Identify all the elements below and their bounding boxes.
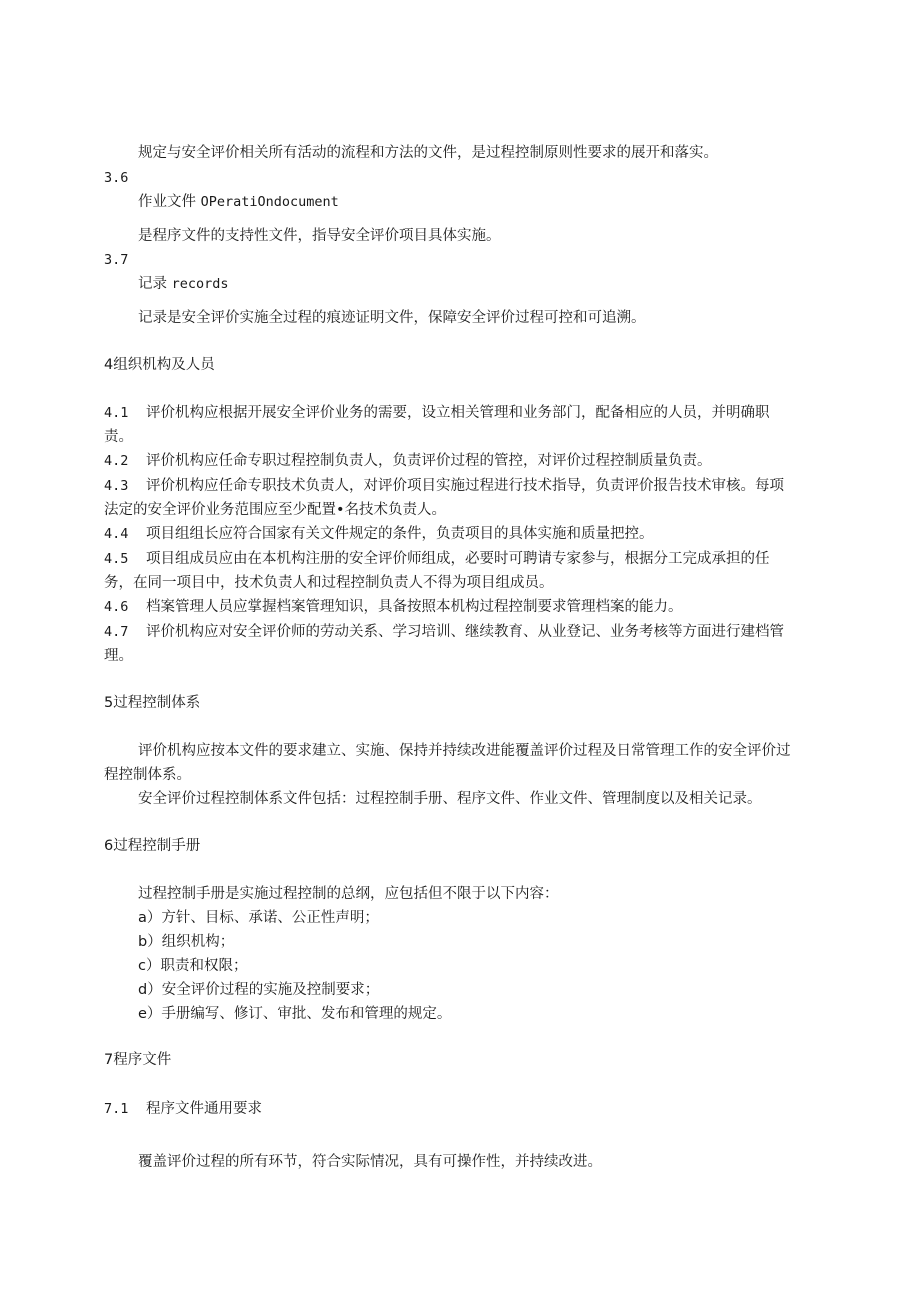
section-5-heading: 5过程控制体系 — [104, 695, 201, 711]
clause-4-3-line-2: 法定的安全评价业务范围应至少配置•名技术负责人。 — [104, 502, 447, 518]
clause-text: 评价机构应任命专职过程控制负责人，负责评价过程的管控，对评价过程控制质量负责。 — [146, 453, 712, 469]
term-3-6 — [138, 192, 339, 212]
clause-4-4 — [104, 524, 654, 544]
list-item-e: e）手册编写、修订、审批、发布和管理的规定。 — [138, 1006, 452, 1022]
clause-4-1-line-1 — [104, 403, 770, 423]
clause-number: 4.2 — [104, 453, 129, 469]
clause-4-2 — [104, 451, 712, 471]
clause-text: 评价机构应任命专职技术负责人，对评价项目实施过程进行技术指导，负责评价报告技术审核。每项 — [146, 478, 784, 494]
paragraph-3-5-definition: 规定与安全评价相关所有活动的流程和方法的文件，是过程控制原则性要求的展开和落实。 — [138, 145, 718, 161]
section-6-intro: 过程控制手册是实施过程控制的总纲，应包括但不限于以下内容： — [138, 886, 559, 902]
section-5-paragraph-2: 安全评价过程控制体系文件包括：过程控制手册、程序文件、作业文件、管理制度以及相关记录。 — [138, 791, 762, 807]
term-3-6-en: OPeratiOndocument — [200, 194, 339, 210]
clause-title: 程序文件通用要求 — [146, 1101, 262, 1117]
clause-text: 项目组组长应符合国家有关文件规定的条件，负责项目的具体实施和质量把控。 — [146, 526, 654, 542]
clause-4-6 — [104, 597, 683, 617]
clause-4-1-line-2: 责。 — [104, 429, 133, 445]
term-3-6-cn: 作业文件 — [138, 194, 196, 210]
clause-7-1-text: 覆盖评价过程的所有环节，符合实际情况，具有可操作性，并持续改进。 — [138, 1154, 602, 1170]
clause-4-5-line-1 — [104, 549, 770, 569]
clause-number-3-6: 3.6 — [104, 170, 129, 186]
list-item-c: c）职责和权限； — [138, 958, 248, 974]
clause-text: 评价机构应对安全评价师的劳动关系、学习培训、继续教育、从业登记、业务考核等方面进行建档管 — [146, 624, 784, 640]
definition-3-7: 记录是安全评价实施全过程的痕迹证明文件，保障安全评价过程可控和可追溯。 — [138, 310, 646, 326]
clause-4-7-line-1 — [104, 622, 784, 642]
section-4-heading: 4组织机构及人员 — [104, 357, 215, 373]
term-3-7 — [138, 274, 229, 294]
list-item-a: a）方针、目标、承诺、公正性声明； — [138, 910, 379, 926]
list-item-d: d）安全评价过程的实施及控制要求； — [138, 982, 380, 998]
clause-text: 评价机构应根据开展安全评价业务的需要，设立相关管理和业务部门，配备相应的人员，并明确职 — [146, 405, 770, 421]
clause-number: 4.6 — [104, 599, 129, 615]
section-5-paragraph-1-line-2: 程控制体系。 — [104, 767, 191, 783]
clause-text: 档案管理人员应掌握档案管理知识，具备按照本机构过程控制要求管理档案的能力。 — [146, 599, 683, 615]
clause-4-5-line-2: 务，在同一项目中，技术负责人和过程控制负责人不得为项目组成员。 — [104, 575, 554, 591]
clause-number: 4.3 — [104, 478, 129, 494]
section-6-heading: 6过程控制手册 — [104, 838, 201, 854]
section-5-paragraph-1-line-1: 评价机构应按本文件的要求建立、实施、保持并持续改进能覆盖评价过程及日常管理工作的安全评价过 — [138, 743, 791, 759]
definition-3-6: 是程序文件的支持性文件，指导安全评价项目具体实施。 — [138, 228, 501, 244]
clause-4-3-line-1 — [104, 476, 784, 496]
clause-7-1-heading — [104, 1099, 262, 1119]
clause-number: 4.1 — [104, 405, 129, 421]
term-3-7-cn: 记录 — [138, 276, 167, 292]
clause-4-7-line-2: 理。 — [104, 648, 133, 664]
section-7-heading: 7程序文件 — [104, 1052, 172, 1068]
list-item-b: b）组织机构； — [138, 934, 235, 950]
clause-text: 项目组成员应由在本机构注册的安全评价师组成，必要时可聘请专家参与，根据分工完成承担的任 — [146, 551, 770, 567]
clause-number: 7.1 — [104, 1101, 129, 1117]
clause-number: 4.7 — [104, 624, 129, 640]
clause-number-3-7: 3.7 — [104, 252, 129, 268]
term-3-7-en: records — [171, 276, 229, 292]
clause-number: 4.5 — [104, 551, 129, 567]
clause-number: 4.4 — [104, 526, 129, 542]
